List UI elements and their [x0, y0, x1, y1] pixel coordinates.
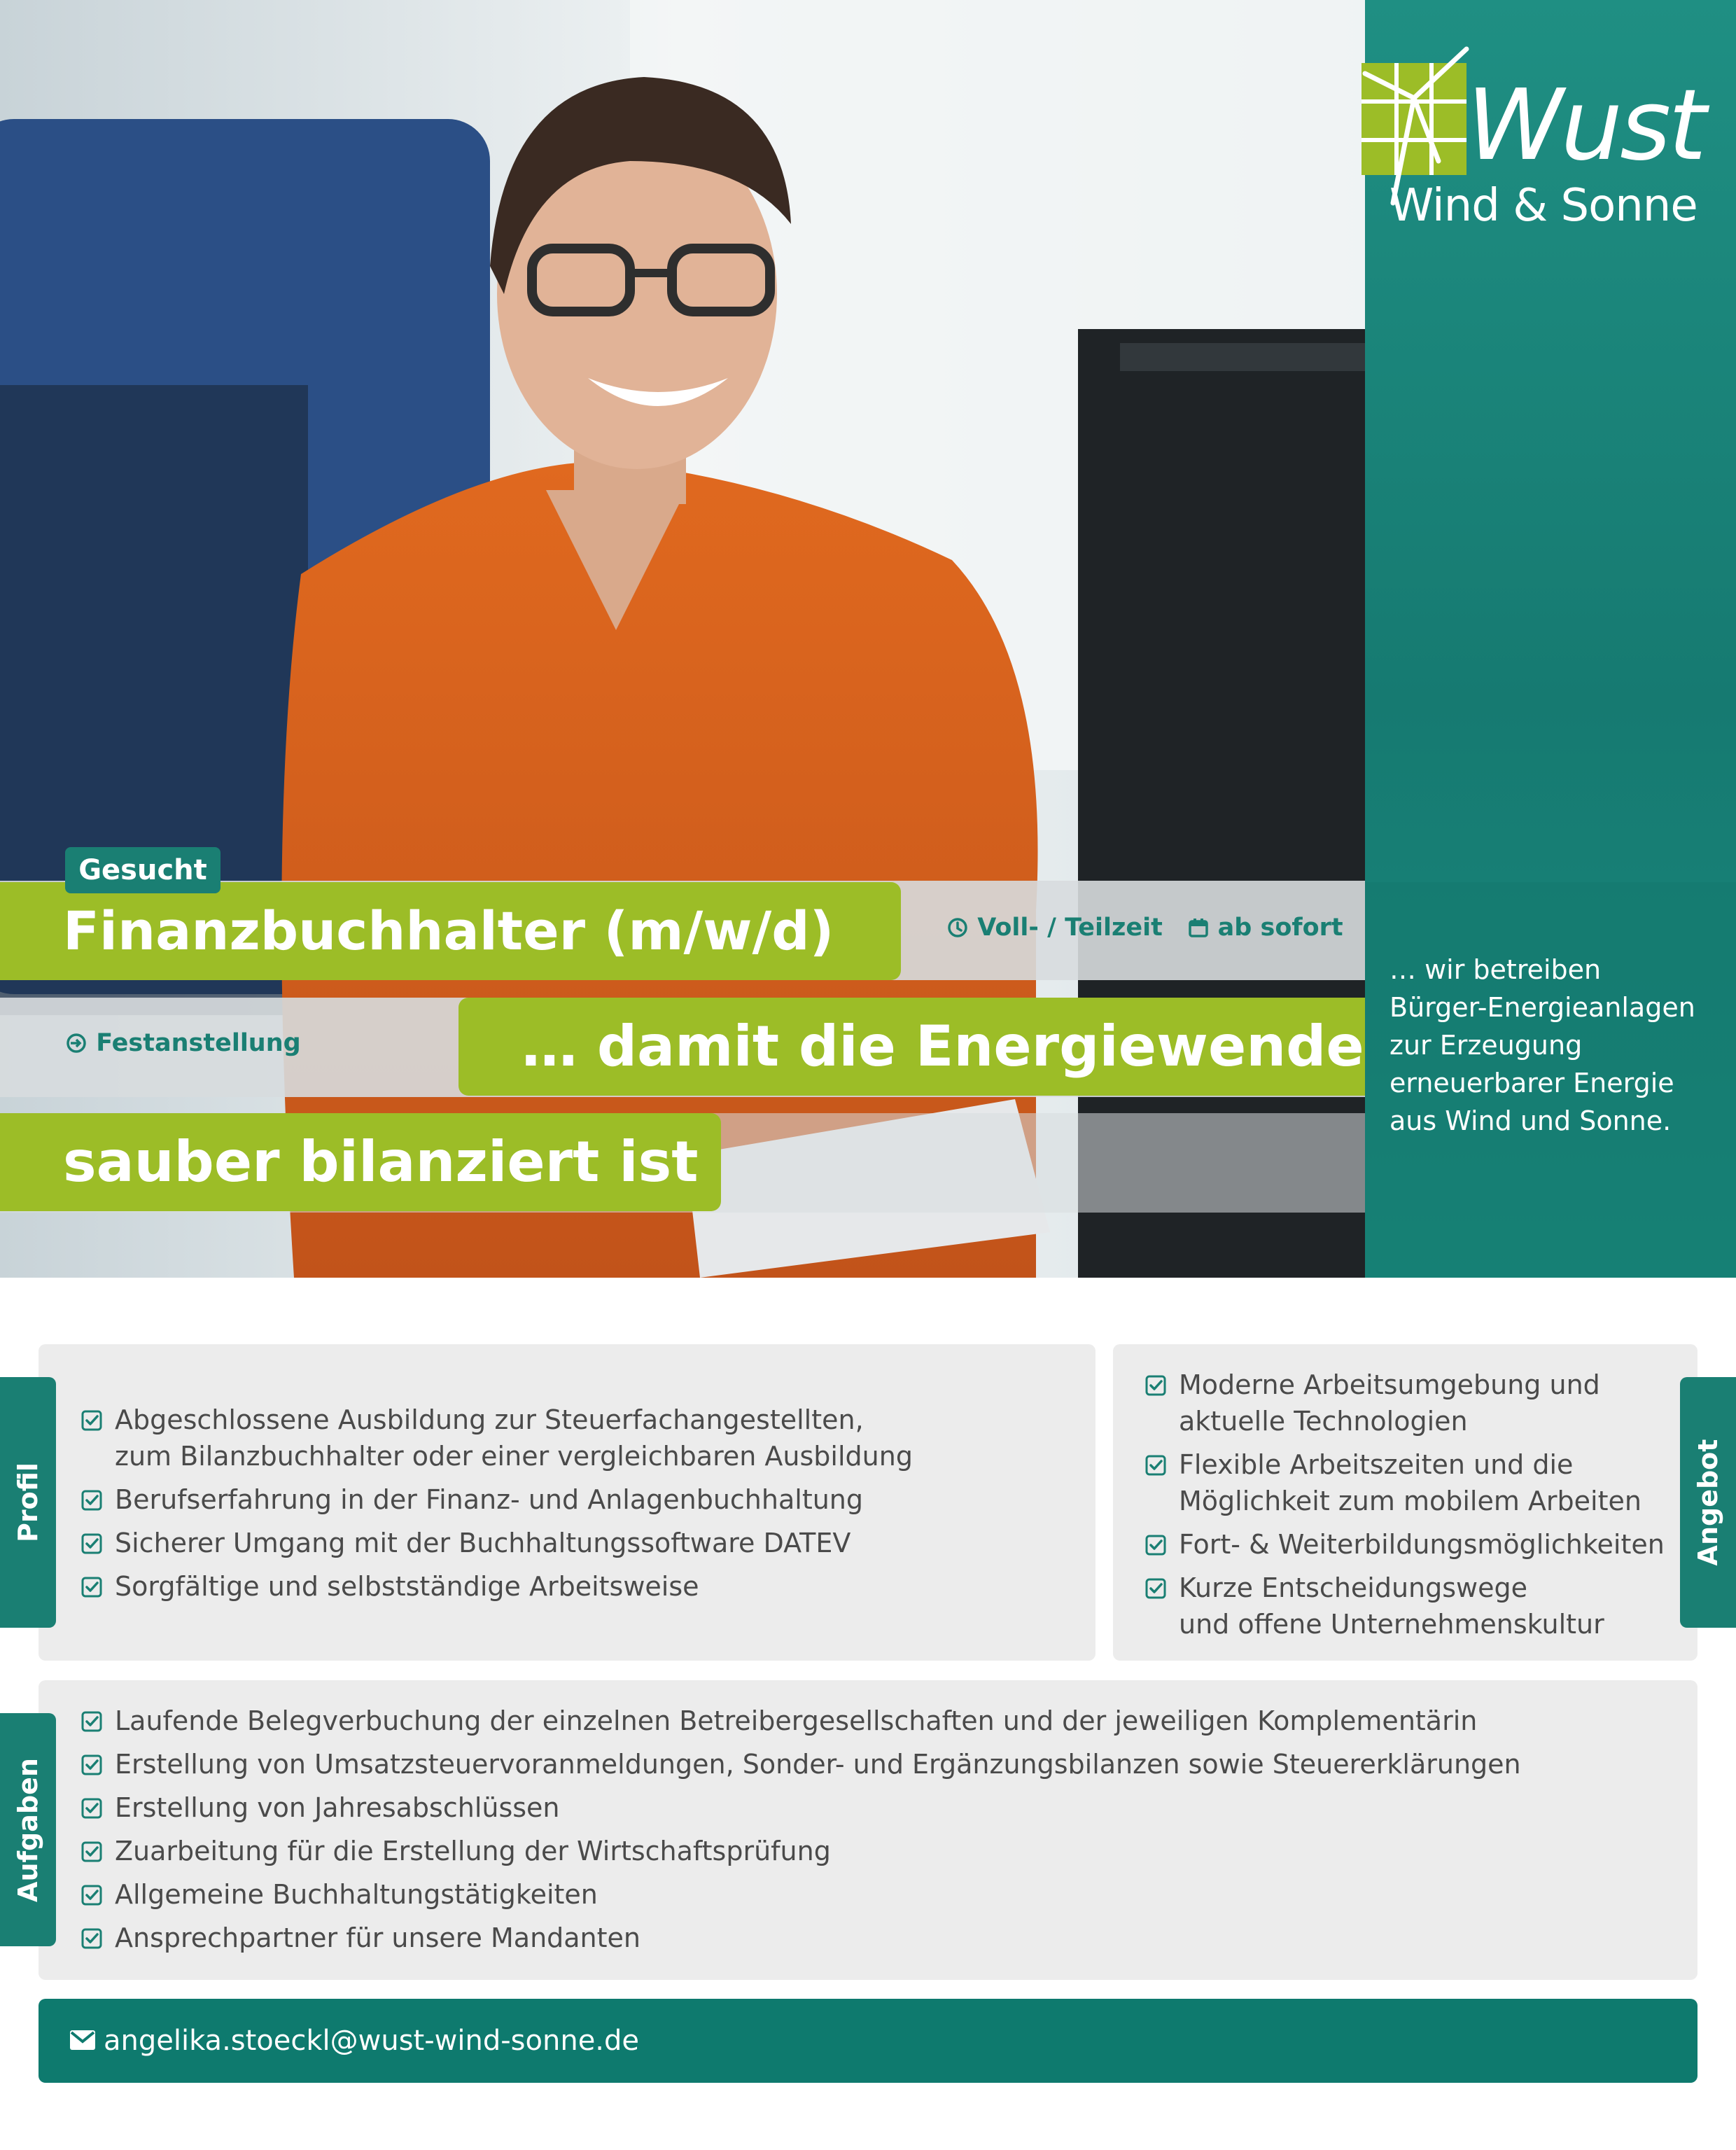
list-item-text: Berufserfahrung in der Finanz- und Anlagenbuchhaltung [115, 1484, 864, 1515]
checkbox-check-icon [81, 1577, 102, 1598]
about-text [1390, 951, 1718, 1140]
clock-icon [946, 916, 969, 939]
contract-meta [65, 1029, 301, 1057]
list-item [81, 1703, 1521, 1739]
list-item [81, 1789, 1521, 1826]
start-date: ab sofort [1217, 914, 1343, 942]
tagline-1: … damit die Energiewende [522, 1014, 1364, 1079]
list-item-text: und offene Unternehmenskultur [1179, 1609, 1604, 1640]
list-item [1145, 1570, 1665, 1642]
checkbox-check-icon [1145, 1375, 1166, 1396]
list-item [81, 1833, 1521, 1869]
checkbox-check-icon [81, 1885, 102, 1906]
list-item-text: Flexible Arbeitszeiten und die [1179, 1449, 1574, 1480]
checkbox-check-icon [81, 1928, 102, 1949]
list-item [1145, 1367, 1665, 1439]
checkbox-check-icon [81, 1410, 102, 1431]
list-item [81, 1920, 1521, 1956]
checkbox-check-icon [1145, 1455, 1166, 1476]
about-line: erneuerbarer Energie [1390, 1068, 1674, 1098]
list-item-text: Sorgfältige und selbstständige Arbeitsweise [115, 1571, 699, 1602]
about-line: … wir betreiben [1390, 954, 1602, 985]
about-line: zur Erzeugung [1390, 1030, 1583, 1061]
tab-aufgaben [0, 1713, 56, 1946]
arrow-circle-icon [65, 1032, 88, 1054]
list-item-text: Ansprechpartner für unsere Mandanten [115, 1922, 641, 1953]
tab-angebot [1680, 1377, 1736, 1628]
angebot-list [1145, 1367, 1665, 1649]
list-item-text: Allgemeine Buchhaltungstätigkeiten [115, 1879, 598, 1910]
list-item [81, 1402, 913, 1474]
list-item-text: Zuarbeitung für die Erstellung der Wirtschaftsprüfung [115, 1836, 831, 1866]
list-item [1145, 1526, 1665, 1563]
tab-aufgaben-label: Aufgaben [13, 1757, 43, 1902]
mail-icon [70, 2030, 95, 2050]
list-item-text: zum Bilanzbuchhalter oder einer vergleichbaren Ausbildung [115, 1441, 913, 1472]
list-item-text: Kurze Entscheidungswege [1179, 1572, 1528, 1603]
list-item-text: Möglichkeit zum mobilem Arbeiten [1179, 1486, 1642, 1516]
list-item [81, 1746, 1521, 1782]
list-item-text: Sicherer Umgang mit der Buchhaltungssoftware DATEV [115, 1528, 851, 1558]
job-title: Finanzbuchhalter (m/w/d) [63, 900, 834, 962]
logo-wordmark: Wust [1466, 69, 1704, 183]
employment-type: Voll- / Teilzeit [977, 914, 1163, 942]
tagline-2: sauber bilanziert ist [63, 1129, 699, 1194]
list-item-text: Laufende Belegverbuchung der einzelnen Betreibergesellschaften und der jeweiligen Komplementärin [115, 1705, 1478, 1736]
checkbox-check-icon [81, 1711, 102, 1732]
list-item-text: Fort- & Weiterbildungsmöglichkeiten [1179, 1529, 1665, 1560]
list-item [81, 1876, 1521, 1913]
aufgaben-list [81, 1703, 1521, 1963]
checkbox-check-icon [81, 1490, 102, 1511]
about-line: Bürger-Energieanlagen [1390, 992, 1695, 1023]
tab-angebot-label: Angebot [1693, 1439, 1723, 1566]
list-item [1145, 1446, 1665, 1519]
contract-type: Festanstellung [96, 1029, 301, 1057]
list-item [81, 1525, 913, 1561]
list-item-text: Abgeschlossene Ausbildung zur Steuerfachangestellten, [115, 1404, 864, 1435]
logo-subtitle: Wind & Sonne [1390, 180, 1698, 232]
tab-profil [0, 1377, 56, 1628]
checkbox-check-icon [1145, 1535, 1166, 1556]
checkbox-check-icon [81, 1533, 102, 1554]
tab-profil-label: Profil [13, 1463, 43, 1542]
list-item [81, 1481, 913, 1518]
list-item-text: Erstellung von Jahresabschlüssen [115, 1792, 560, 1823]
gesucht-badge: Gesucht [65, 847, 220, 893]
job-meta [946, 914, 1343, 942]
list-item [81, 1568, 913, 1605]
checkbox-check-icon [81, 1754, 102, 1775]
list-item-text: aktuelle Technologien [1179, 1406, 1468, 1437]
checkbox-check-icon [81, 1841, 102, 1862]
checkbox-check-icon [1145, 1578, 1166, 1599]
checkbox-check-icon [81, 1798, 102, 1819]
profil-list [81, 1402, 913, 1612]
calendar-icon [1188, 917, 1209, 938]
list-item-text: Erstellung von Umsatzsteuervoranmeldungen, Sonder- und Ergänzungsbilanzen sowie Steuererklärungen [115, 1749, 1521, 1780]
list-item-text: Moderne Arbeitsumgebung und [1179, 1369, 1600, 1400]
contact-email-link[interactable]: angelika.stoeckl@wust-wind-sonne.de [104, 2025, 640, 2057]
about-line: aus Wind und Sonne. [1390, 1105, 1672, 1136]
